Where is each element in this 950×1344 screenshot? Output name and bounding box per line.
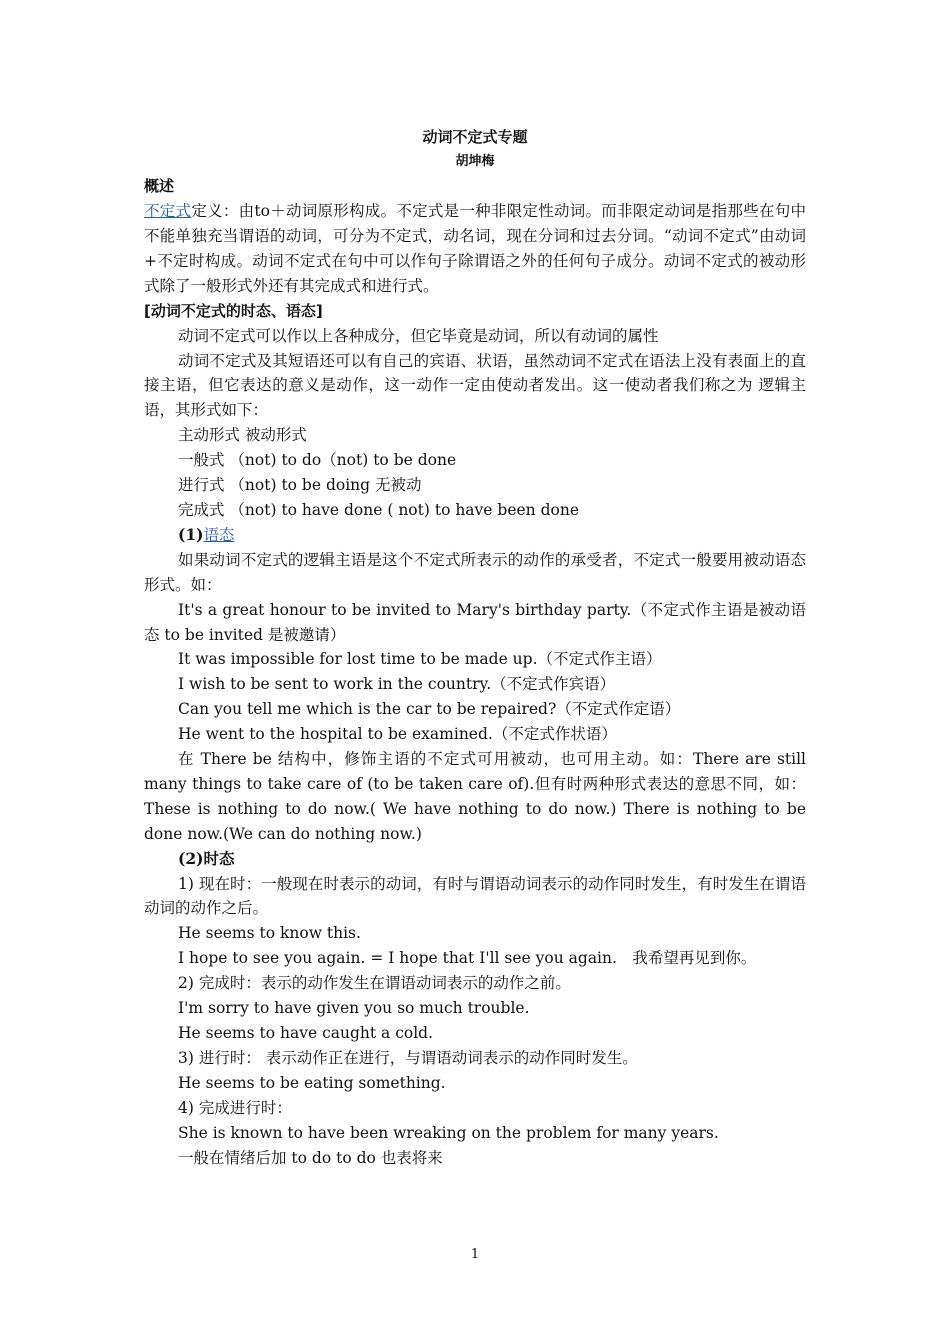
tense-perfect-example-2: He seems to have caught a cold. xyxy=(178,1024,434,1042)
example-4: Can you tell me which is the car to be repaired?（不定式作定语） xyxy=(178,700,681,719)
voice-heading xyxy=(144,523,806,548)
tense-progressive-example: He seems to be eating something. xyxy=(178,1073,446,1092)
section-heading: [动词不定式的时态、语态] xyxy=(144,301,323,320)
tense-perfect: 2) 完成时：表示的动作发生在谓语动词表示的动作之前。 xyxy=(178,974,571,993)
definition-paragraph xyxy=(144,199,806,299)
definition-text: 定义：由to＋动词原形构成。不定式是一种非限定性动词。而非限定动词是指那些在句中不能单独充当谓语的动词，可分为不定式，动名词，现在分词和过去分词。“动词不定式”由动词+不定时构成。动词不定式在句中可以作句子除谓语之外的任何句子成分。动词不定式的被动形式除了一般形式外还有其完成式和进行式。 xyxy=(144,202,806,295)
there-be-paragraph: 在 There be 结构中，修饰主语的不定式可用被动，也可用主动。如：There are still many things to take care of (to be taken care of).但有时两种形式表达的意思不同，如：These is nothing to do now.( We have nothing to do now.) There is nothing to be done now.(We can do nothing now.) xyxy=(144,750,806,843)
tense-perfect-progressive-example: She is known to have been wreaking on the problem for many years. xyxy=(178,1123,719,1142)
tense-progressive: 3) 进行时： 表示动作正在进行，与谓语动词表示的动作同时发生。 xyxy=(178,1048,638,1067)
voice-paragraph: 如果动词不定式的逻辑主语是这个不定式所表示的动作的承受者，不定式一般要用被动语态形式。如： xyxy=(144,550,806,594)
example-2: It was impossible for lost time to be made up.（不定式作主语） xyxy=(178,650,662,669)
document-title: 动词不定式专题 xyxy=(422,128,528,146)
page-number: 1 xyxy=(470,1247,480,1262)
form-perfect: 完成式 （not) to have done ( not) to have been done xyxy=(178,500,579,519)
voice-number: (1) xyxy=(178,524,204,544)
closing-line: 一般在情绪后加 to do to do 也表将来 xyxy=(178,1148,443,1167)
tense-present-example-1: He seems to know this. xyxy=(178,924,361,943)
paragraph-logical-subject: 动词不定式及其短语还可以有自己的宾语、状语，虽然动词不定式在语法上没有表面上的直接主语，但它表达的意义是动作，这一动作一定由使动者发出。这一使动者我们称之为 逻辑主语，其形式如下： xyxy=(144,351,806,420)
document-author: 胡坤梅 xyxy=(455,154,495,169)
document-body xyxy=(144,124,806,1170)
tense-present: 1) 现在时：一般现在时表示的动词，有时与谓语动词表示的动作同时发生，有时发生在谓语动词的动作之后。 xyxy=(144,874,806,918)
voice-link[interactable]: 语态 xyxy=(203,525,235,544)
example-3: I wish to be sent to work in the country.（不定式作宾语） xyxy=(178,675,616,694)
form-progressive: 进行式 （not) to be doing 无被动 xyxy=(178,476,422,495)
example-5: He went to the hospital to be examined.（不定式作状语） xyxy=(178,725,617,744)
forms-header: 主动形式 被动形式 xyxy=(178,426,307,445)
overview-heading: 概述 xyxy=(144,177,175,195)
tense-heading: (2)时态 xyxy=(178,848,235,868)
example-1: It's a great honour to be invited to Mary's birthday party.（不定式作主语是被动语态 to be invited 是被邀请） xyxy=(144,600,806,644)
infinitive-link[interactable]: 不定式 xyxy=(144,202,192,220)
paragraph-attributes: 动词不定式可以作以上各种成分，但它毕竟是动词，所以有动词的属性 xyxy=(178,326,659,345)
tense-present-example-2: I hope to see you again. = I hope that I'll see you again. 我希望再见到你。 xyxy=(178,949,757,968)
tense-perfect-example-1: I'm sorry to have given you so much trouble. xyxy=(178,999,530,1018)
form-simple: 一般式 （not) to do（not) to be done xyxy=(178,451,457,470)
tense-perfect-progressive: 4) 完成进行时： xyxy=(178,1098,292,1117)
